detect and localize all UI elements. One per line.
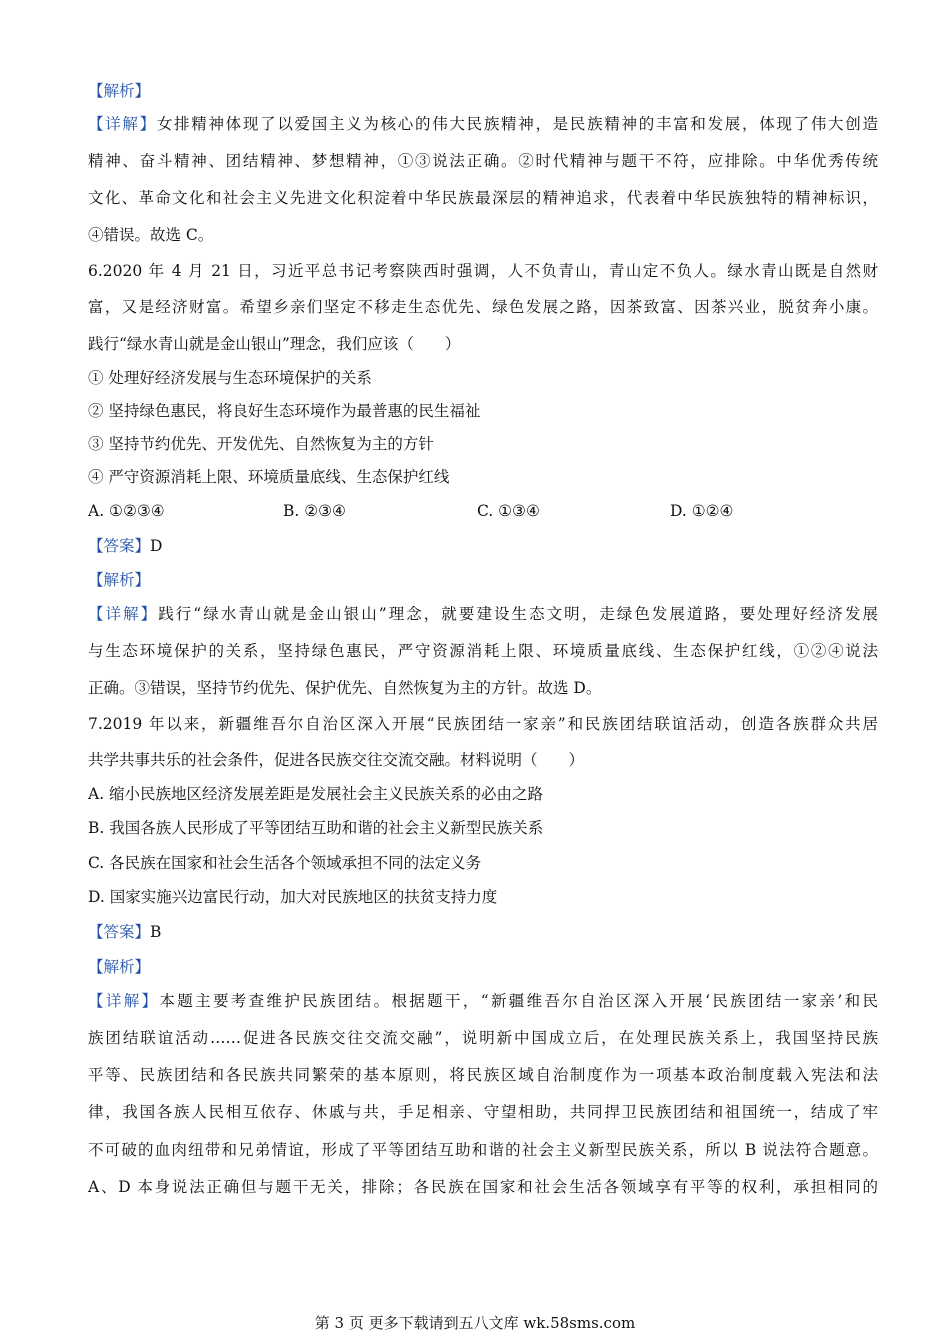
q6-statement-3: ③ 坚持节约优先、开发优先、自然恢复为主的方针 <box>88 435 434 453</box>
q6-statement-4: ④ 严守资源消耗上限、环境质量底线、生态保护红线 <box>88 468 450 486</box>
q7-detail-line-5: 不可破的血肉纽带和兄弟情谊，形成了平等团结互助和谐的社会主义新型民族关系，所以 B 说法符合题意。 <box>88 1141 878 1159</box>
q6-answer-value: D <box>150 537 163 555</box>
q5-analysis-heading <box>88 80 878 102</box>
analysis-tag: 【解析】 <box>88 571 151 589</box>
detail-tag: 【详解】 <box>88 605 159 623</box>
q7-detail-line-3: 平等、民族团结和各民族共同繁荣的基本原则，将民族区域自治制度作为一项基本政治制度载入宪法和法 <box>88 1066 878 1084</box>
q6-option-a: A. ①②③④ <box>88 502 165 520</box>
q7-option-d: D. 国家实施兴边富民行动，加大对民族地区的扶贫支持力度 <box>88 888 498 906</box>
q5-detail-line-4: ④错误。故选 C。 <box>88 226 214 244</box>
q6-stem-line-3: 践行“绿水青山就是金山银山”理念，我们应该（ ） <box>88 335 461 353</box>
q7-stem-line-2: 共学共事共乐的社会条件，促进各民族交往交流交融。材料说明（ ） <box>88 751 585 769</box>
q6-statement-1: ① 处理好经济发展与生态环境保护的关系 <box>88 369 372 387</box>
q7-answer-value: B <box>150 923 162 941</box>
q6-detail-line-3: 正确。③错误，坚持节约优先、保护优先、自然恢复为主的方针。故选 D。 <box>88 679 602 697</box>
q7-detail-line-6: A、D 本身说法正确但与题干无关，排除；各民族在国家和社会生活各领域享有平等的权利，承担相同的 <box>88 1178 878 1196</box>
q7-stem-line-1: 7.2019 年以来，新疆维吾尔自治区深入开展“民族团结一家亲”和民族团结联谊活动，创造各族群众共居 <box>88 715 878 733</box>
q6-statement-2: ② 坚持绿色惠民，将良好生态环境作为最普惠的民生福祉 <box>88 402 481 420</box>
q6-option-d: D. ①②④ <box>670 502 734 520</box>
q7-answer <box>88 921 878 943</box>
q6-stem-line-2: 富，又是经济财富。希望乡亲们坚定不移走生态优先、绿色发展之路，因茶致富、因茶兴业，脱贫奔小康。 <box>88 298 878 316</box>
page-footer: 第 3 页 更多下载请到五八文库 wk.58sms.com <box>314 1314 636 1332</box>
q7-detail-line-4: 律，我国各族人民相互依存、休戚与共，手足相亲、守望相助，共同捍卫民族团结和祖国统一，结成了牢 <box>88 1103 878 1121</box>
q7-detail-line-2: 族团结联谊活动……促进各民族交往交流交融”，说明新中国成立后，在处理民族关系上，我国坚持民族 <box>88 1029 878 1047</box>
answer-tag: 【答案】 <box>88 923 151 941</box>
q7-option-a: A. 缩小民族地区经济发展差距是发展社会主义民族关系的必由之路 <box>88 785 544 803</box>
answer-tag: 【答案】 <box>88 537 151 555</box>
q7-option-b: B. 我国各族人民形成了平等团结互助和谐的社会主义新型民族关系 <box>88 819 544 837</box>
analysis-tag: 【解析】 <box>88 958 151 976</box>
q6-stem-line-1: 6.2020 年 4 月 21 日，习近平总书记考察陕西时强调，人不负青山，青山定不负人。绿水青山既是自然财 <box>88 262 878 280</box>
q6-answer <box>88 535 878 557</box>
detail-tag: 【详解】 <box>88 115 157 133</box>
detail-tag: 【详解】 <box>88 992 160 1010</box>
analysis-tag: 【解析】 <box>88 82 151 100</box>
q6-detail-line-1: 【详解】践行“绿水青山就是金山银山”理念，就要建设生态文明，走绿色发展道路，要处理好经济发展 <box>88 605 878 623</box>
q6-option-c: C. ①③④ <box>477 502 540 520</box>
q7-analysis-heading <box>88 956 878 978</box>
q7-option-c: C. 各民族在国家和社会生活各个领域承担不同的法定义务 <box>88 854 482 872</box>
q7-detail-line-1: 【详解】本题主要考查维护民族团结。根据题干，“新疆维吾尔自治区深入开展‘民族团结一家亲’和民 <box>88 992 878 1010</box>
q5-detail-line-1: 【详解】女排精神体现了以爱国主义为核心的伟大民族精神，是民族精神的丰富和发展，体现了伟大创造 <box>88 115 878 133</box>
q5-detail-line-3: 文化、革命文化和社会主义先进文化积淀着中华民族最深层的精神追求，代表着中华民族独特的精神标识， <box>88 189 878 207</box>
q5-detail-line-2: 精神、奋斗精神、团结精神、梦想精神，①③说法正确。②时代精神与题干不符，应排除。中华优秀传统 <box>88 152 878 170</box>
q6-detail-line-2: 与生态环境保护的关系，坚持绿色惠民，严守资源消耗上限、环境质量底线、生态保护红线，①②④说法 <box>88 642 878 660</box>
q6-option-b: B. ②③④ <box>283 502 346 520</box>
q6-analysis-heading <box>88 569 878 591</box>
